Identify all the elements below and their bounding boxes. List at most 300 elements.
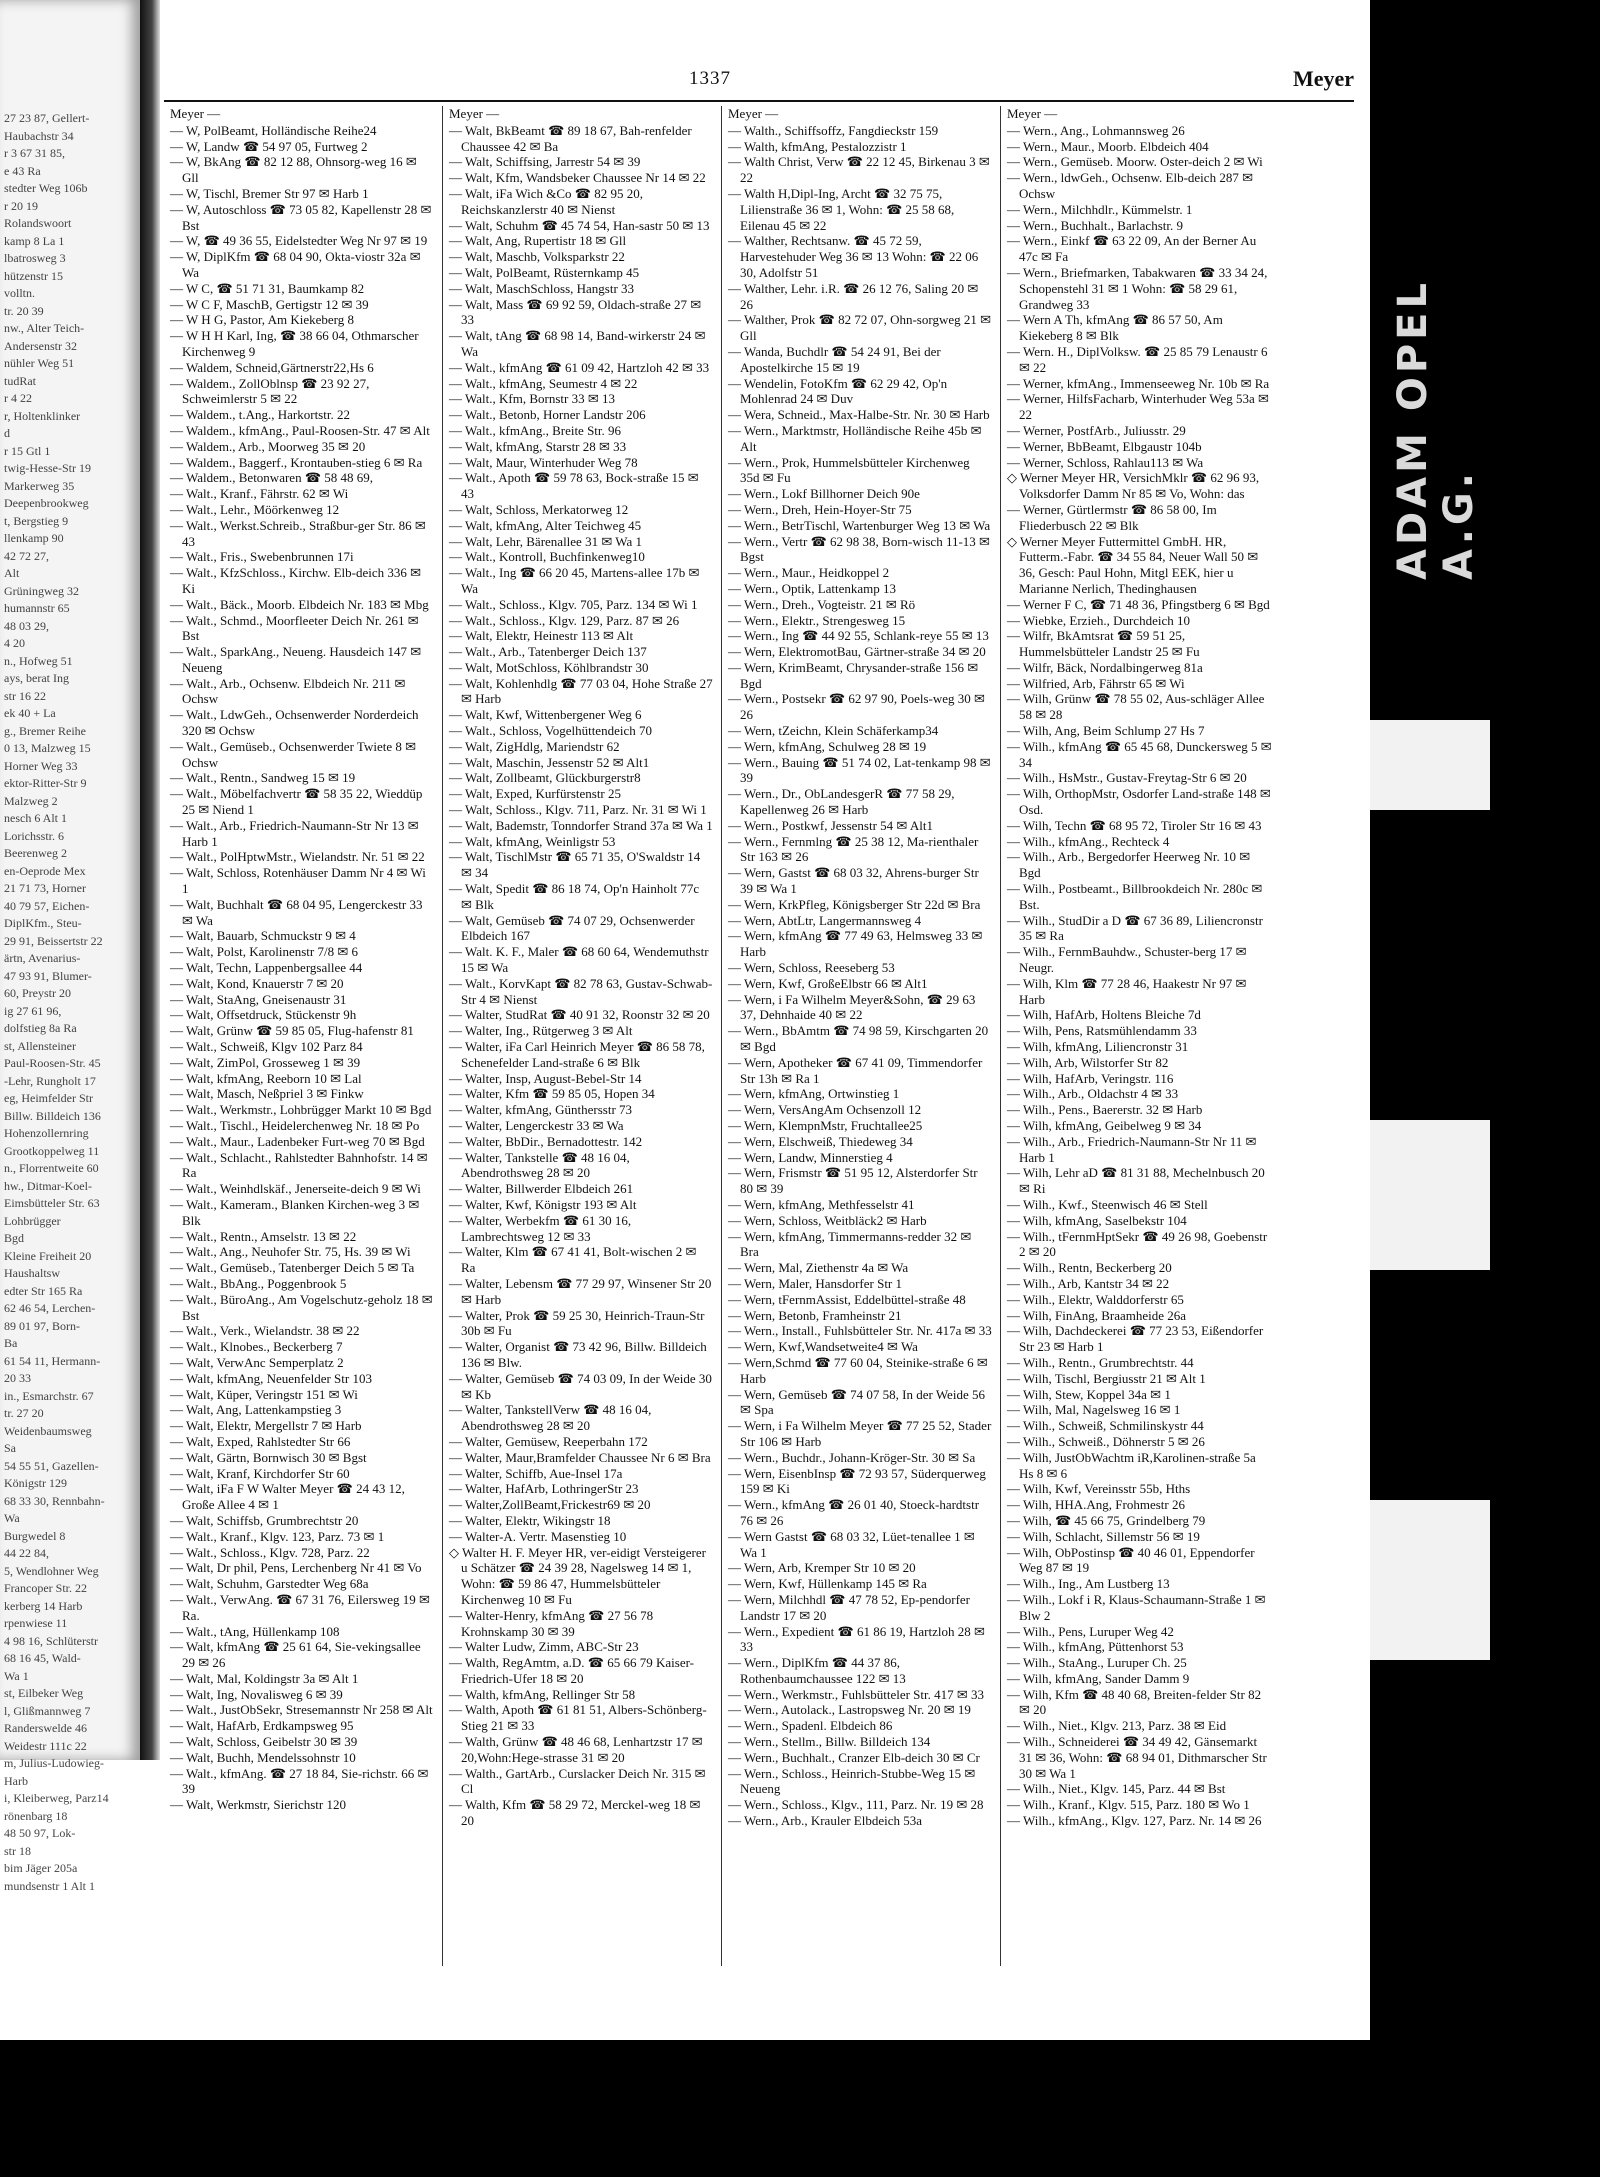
directory-entry: — Wilh, kfmAng, Sander Damm 9: [1007, 1670, 1190, 1686]
directory-entry: — Wern, Landw, Minnerstieg 4: [728, 1149, 893, 1165]
directory-entry: — Wern, Kwf,Wandsetweite4 ✉ Wa: [728, 1339, 918, 1355]
left-page-line: humannstr 65: [4, 601, 70, 615]
directory-entry: — Walt., Werkmstr., Lohbrügger Markt 10 ✉ Bgd: [170, 1102, 432, 1118]
left-page-line: Wa: [4, 1511, 20, 1525]
directory-entry: — Wern., Autolack., Lastropsweg Nr. 20 ✉ 19: [728, 1702, 971, 1718]
directory-entry: — Wilh, Pens, Ratsmühlendamm 33: [1007, 1023, 1197, 1039]
left-page-line: n., Florrentweite 60: [4, 1161, 99, 1175]
left-page-line: Eimsbütteler Str. 63: [4, 1196, 100, 1210]
directory-entry: — Walt, Schloss, Geibelstr 30 ✉ 39: [170, 1734, 358, 1750]
directory-entry: — Wilh, Techn ☎ 68 95 72, Tiroler Str 16 ✉ 43: [1007, 817, 1262, 833]
directory-entry: — Walt, Schiffsing, Jarrestr 54 ✉ 39: [449, 154, 641, 170]
directory-entry: — Walt., Apoth ☎ 59 78 63, Bock-straße 15 ✉ 43: [449, 470, 699, 502]
directory-entry: — Walter, Gemüseb ☎ 74 03 09, In der Weide 30 ✉ Kb: [449, 1370, 712, 1402]
directory-entry: — Walt, Masch, Neßpriel 3 ✉ Finkw: [170, 1086, 364, 1102]
directory-entry: — Wern., Maur., Heidkoppel 2: [728, 565, 890, 581]
directory-entry: — Walt., Kontroll, Buchfinkenweg10: [449, 549, 645, 565]
directory-entry: — Walt, Maur, Winterhuder Weg 78: [449, 454, 638, 470]
directory-entry: — Walter, Organist ☎ 73 42 96, Billw. Billdeich 136 ✉ Blw.: [449, 1339, 707, 1370]
directory-entry: — Walth, kfmAng, Rellinger Str 58: [449, 1686, 636, 1702]
left-page-line: twig-Hesse-Str 19: [4, 461, 91, 475]
entries: [449, 123, 713, 1829]
directory-entry: — Wilfr, Bäck, Nordalbingerweg 81a: [1007, 659, 1203, 675]
directory-entry: — Walther, Rechtsanw. ☎ 45 72 59, Harvestehuder Weg 36 ✉ 13 Wohn: ☎ 22 06 30, Adolfstr 51: [728, 233, 979, 280]
directory-entry: — Wilh, ObPostinsp ☎ 40 46 01, Eppendorfer Weg 87 ✉ 19: [1007, 1544, 1255, 1576]
directory-entry: — W, ☎ 49 36 55, Eidelstedter Weg Nr 97 ✉ 19: [170, 233, 428, 249]
directory-entry: — Walt, Ang, Lattenkampstieg 3: [170, 1402, 342, 1418]
directory-entry: — Wilh, Tischl, Bergiusstr 21 ✉ Alt 1: [1007, 1370, 1206, 1386]
directory-entry: — Walt., Lehr., Möörkenweg 12: [170, 501, 340, 517]
left-page-line: Bgd: [4, 1231, 25, 1245]
left-page-line: Deepenbrookweg: [4, 496, 89, 510]
directory-entry: — Walt., Kranf., Fährstr. 62 ✉ Wi: [170, 486, 349, 502]
directory-entry: — Wern., Buchhalt., Cranzer Elb-deich 30 ✉ Cr: [728, 1749, 980, 1765]
directory-entry: — Wern, Mal, Ziethenstr 4a ✉ Wa: [728, 1260, 909, 1276]
directory-entry: — Werner, kfmAng., Immenseeweg Nr. 10b ✉ Ra: [1007, 375, 1270, 391]
directory-entry: — Wern, i Fa Wilhelm Meyer ☎ 77 25 52, Stader Str 106 ✉ Harb: [728, 1418, 992, 1449]
running-head: Meyer: [1292, 66, 1354, 91]
left-page-line: nühler Weg 51: [4, 356, 75, 370]
directory-entry: — Wern., Einkf ☎ 63 22 09, An der Berner Au 47c ✉ Fa: [1007, 233, 1257, 265]
directory-entry: — Wilh., kfmAng ☎ 65 45 68, Dunckersweg 5 ✉ 34: [1007, 738, 1272, 770]
directory-entry: — Walter, Schiffb, Aue-Insel 17a: [449, 1465, 623, 1481]
directory-entry: — W C, ☎ 51 71 31, Baumkamp 82: [170, 280, 365, 296]
left-page-line: 40 79 57, Eichen-: [4, 898, 90, 913]
left-page-line: rönenbarg 18: [4, 1808, 68, 1823]
directory-entry: — Walth, Grünw ☎ 48 46 68, Lenhartzstr 17 ✉ 20,Wohn:Hege-strasse 31 ✉ 20: [449, 1734, 703, 1765]
left-page-line: st, Allensteiner: [4, 1038, 76, 1053]
left-page-line: 5, Wendlohner Weg: [4, 1563, 99, 1578]
directory-entry: — Walt., KorvKapt ☎ 82 78 63, Gustav-Schwab-Str 4 ✉ Nienst: [449, 975, 713, 1007]
directory-entry: — Wern., kfmAng ☎ 26 01 40, Stoeck-hardtstr 76 ✉ 26: [728, 1497, 980, 1528]
directory-entry: — Walt, kfmAng, Reeborn 10 ✉ Lal: [170, 1070, 362, 1086]
directory-entry: — W, Landw ☎ 54 97 05, Furtweg 2: [170, 138, 368, 154]
directory-entry: — Walt, Schloss., Klgv. 711, Parz. Nr. 31 ✉ Wi 1: [449, 802, 707, 818]
directory-entry: ◇ Walter H. F. Meyer HR, ver-eidigt Versteigerer u Schätzer ☎ 24 39 28, Nagelsweg 14 ✉ 1, Wohn: ☎ 59 86 47, Hummelsbütteler Kirchenweg 10 ✉ Fu: [449, 1544, 706, 1607]
directory-entry: — Walter, Tankstelle ☎ 48 16 04, Abendrothsweg 28 ✉ 20: [449, 1149, 630, 1181]
left-page-line: mundsenstr 1 Alt 1: [4, 1878, 96, 1893]
directory-entry: — Walt., Schloss., Klgv. 728, Parz. 22: [170, 1544, 370, 1560]
directory-entry: — Wilh., Schweiß., Döhnerstr 5 ✉ 26: [1007, 1433, 1205, 1449]
directory-entry: — Wern., Schloss., Klgv., 111, Parz. Nr. 19 ✉ 28: [728, 1797, 984, 1813]
directory-entry: — Wilh., Rentn, Beckerberg 20: [1007, 1260, 1172, 1276]
scan-bottom-edge: [0, 2040, 1600, 2177]
directory-entry: — Walt, MotSchloss, Köhlbrandstr 30: [449, 659, 649, 675]
directory-entry: — Wern., Maur., Moorb. Elbdeich 404: [1007, 138, 1209, 154]
directory-entry: — Walt, Kond, Knauerstr 7 ✉ 20: [170, 975, 344, 991]
left-page-line: Beerenweg 2: [4, 846, 67, 860]
directory-entry: — Waldem., ZollOblnsp ☎ 23 92 27, Schweimlerstr 5 ✉ 22: [170, 375, 370, 407]
left-page-line: en-Oeprode Mex: [4, 863, 86, 878]
listing-columns: [164, 106, 1354, 1966]
directory-entry: — Walt., Kameram., Blanken Kirchen-weg 3 ✉ Blk: [170, 1196, 420, 1228]
left-page-line: llenkamp 90: [4, 531, 64, 545]
left-page-line: 0 13, Malzweg 15: [4, 741, 91, 755]
directory-entry: — Wilh., Arb, Kantstr 34 ✉ 22: [1007, 1275, 1170, 1291]
directory-entry: — Wilh., Elektr, Walddorferstr 65: [1007, 1291, 1184, 1307]
left-page-line: Lorichsstr. 6: [4, 828, 64, 843]
directory-entry: — Walt., Schloss., Klgv. 129, Parz. 87 ✉ 26: [449, 612, 680, 628]
directory-entry: — Wern., Expedient ☎ 61 86 19, Hartzloh 28 ✉ 33: [728, 1623, 985, 1655]
directory-entry: — Wern., Prok, Hummelsbütteler Kirchenweg 35d ✉ Fu: [728, 454, 970, 486]
left-page-lines: [0, 0, 140, 1895]
directory-entry: — Walt., Kfm, Bornstr 33 ✉ 13: [449, 391, 615, 407]
directory-entry: — Walt, kfmAng, Alter Teichweg 45: [449, 517, 642, 533]
directory-entry: — Wern., Optik, Lattenkamp 13: [728, 580, 897, 596]
left-page-line: 62 46 54, Lerchen-: [4, 1301, 96, 1315]
left-page-line: Haushaltsw: [4, 1266, 60, 1280]
left-page-line: d: [4, 426, 10, 440]
directory-entry: — Walt, Kwf, Wittenbergener Weg 6: [449, 707, 642, 723]
entries: [170, 123, 434, 1813]
directory-entry: — Wilh, kfmAng, Liliencronstr 31: [1007, 1039, 1189, 1055]
directory-entry: — Wern., Postsekr ☎ 62 97 90, Poels-weg 30 ✉ 26: [728, 691, 985, 723]
directory-entry: — Wern., Spadenl. Elbdeich 86: [728, 1718, 893, 1734]
directory-entry: — W, Autoschloss ☎ 73 05 82, Kapellenstr 28 ✉ Bst: [170, 201, 432, 233]
left-page-line: st, Eilbeker Weg: [4, 1686, 84, 1700]
left-page-line: r 15 Gtl 1: [4, 443, 51, 458]
directory-entry: — Wern. H., DiplVolksw. ☎ 25 85 79 Lenaustr 6 ✉ 22: [1007, 343, 1268, 375]
directory-entry: — Wilh., Pens., Baererstr. 32 ✉ Harb: [1007, 1102, 1203, 1118]
left-page-line: dolfstieg 8a Ra: [4, 1021, 77, 1035]
directory-entry: — Walt, Küper, Veringstr 151 ✉ Wi: [170, 1386, 358, 1402]
directory-entry: — Walter, Gemüsew, Reeperbahn 172: [449, 1433, 648, 1449]
directory-entry: — Wern., BetrTischl, Wartenburger Weg 13 ✉ Wa: [728, 517, 991, 533]
directory-entry: — Wilh., Arb., Friedrich-Naumann-Str Nr 11 ✉ Harb 1: [1007, 1133, 1257, 1165]
left-page-line: Paul-Roosen-Str. 45: [4, 1056, 101, 1070]
directory-entry: — Walt, Kohlenhdlg ☎ 77 03 04, Hohe Straße 27 ✉ Harb: [449, 675, 713, 707]
directory-entry: — Wilh, Kwf, Vereinsstr 55b, Hths: [1007, 1481, 1191, 1497]
left-page-line: nesch 6 Alt 1: [4, 811, 67, 825]
directory-entry: — Wern., Milchhdlr., Kümmelstr. 1: [1007, 201, 1193, 217]
directory-entry: — Wern., DiplKfm ☎ 44 37 86, Rothenbaumchaussee 122 ✉ 13: [728, 1655, 906, 1686]
directory-entry: — Werner, BbBeamt, Elbgaustr 104b: [1007, 438, 1202, 454]
directory-entry: — Wern., Lokf Billhorner Deich 90e: [728, 486, 920, 502]
directory-entry: — Wilh., Niet., Klgv. 213, Parz. 38 ✉ Eid: [1007, 1718, 1227, 1734]
directory-entry: — Walt., KfzSchloss., Kirchw. Elb-deich 336 ✉ Ki: [170, 565, 422, 596]
directory-entry: — Walt., BüroAng., Am Vogelschutz-geholz 18 ✉ Bst: [170, 1291, 433, 1323]
directory-entry: — Wilh, Ang, Beim Schlump 27 Hs 7: [1007, 723, 1205, 739]
left-page-line: Burgwedel 8: [4, 1528, 66, 1543]
left-page-line: bim Jäger 205a: [4, 1861, 78, 1875]
directory-entry: — Wilh., FernmBauhdw., Schuster-berg 17 ✉ Neugr.: [1007, 944, 1247, 976]
directory-entry: — Walt, HafArb, Erdkampsweg 95: [170, 1718, 354, 1734]
directory-entry: — Walter, Lebensm ☎ 77 29 97, Winsener Str 20 ✉ Harb: [449, 1275, 712, 1307]
directory-entry: — Walth., Schiffsoffz, Fangdieckstr 159: [728, 122, 939, 138]
directory-entry: — Wern., Dr., ObLandesgerR ☎ 77 58 29, Kapellenweg 26 ✉ Harb: [728, 786, 955, 818]
directory-entry: — Wern., Arb., Krauler Elbdeich 53a: [728, 1813, 923, 1829]
directory-entry: — Walter, Kwf, Königstr 193 ✉ Alt: [449, 1196, 637, 1212]
listing-column-2: [443, 106, 722, 1966]
directory-entry: — Walt., Rentn., Sandweg 15 ✉ 19: [170, 770, 356, 786]
directory-entry: — Wern., Install., Fuhlsbütteler Str. Nr. 417a ✉ 33: [728, 1323, 992, 1339]
edge-band: [1370, 1500, 1490, 1660]
directory-entry: — Wilh., Arb., Bergedorfer Heerweg Nr. 10 ✉ Bgd: [1007, 849, 1251, 881]
directory-entry: — Walt., Weinhdlskäf., Jenerseite-deich 9 ✉ Wi: [170, 1181, 421, 1197]
directory-entry: — Wern, kfmAng, Ortwinstieg 1: [728, 1086, 900, 1102]
directory-entry: — Walt., SparkAng., Neueng. Hausdeich 147 ✉ Neueng: [170, 644, 422, 675]
directory-entry: — Walther, Prok ☎ 82 72 07, Ohn-sorgweg 21 ✉ Gll: [728, 312, 991, 344]
directory-entry: — Wern, kfmAng, Timmermanns-redder 32 ✉ Bra: [728, 1228, 972, 1260]
directory-entry: — Wilh, Mal, Nagelsweg 16 ✉ 1: [1007, 1402, 1181, 1418]
directory-entry: — Walth H,Dipl-Ing, Archt ☎ 32 75 75, Lilienstraße 36 ✉ 1, Wohn: ☎ 25 58 68, Eilenau 45 ✉ 22: [728, 185, 955, 233]
directory-entry: — Walt., Gemüseb., Ochsenwerder Twiete 8 ✉ Ochsw: [170, 738, 417, 770]
directory-entry: — Walter, TankstellVerw ☎ 48 16 04, Abendrothsweg 28 ✉ 20: [449, 1402, 652, 1434]
left-page-line: Harb: [4, 1773, 28, 1788]
directory-entry: — Wilh, JustObWachtm iR,Karolinen-straße 5a Hs 8 ✉ 6: [1007, 1449, 1256, 1481]
directory-entry: — Wilh., Pens, Luruper Weg 42: [1007, 1623, 1174, 1639]
directory-entry: — Wilh., Schweiß, Schmilinskystr 44: [1007, 1418, 1204, 1434]
left-page-line: Andersenstr 32: [4, 338, 77, 353]
directory-entry: — Wendelin, FotoKfm ☎ 62 29 42, Op'n Mohlenrad 24 ✉ Duv: [728, 375, 948, 407]
directory-entry: — Wern, kfmAng, Schulweg 28 ✉ 19: [728, 738, 927, 754]
directory-entry: — Wern, Kwf, GroßeElbstr 66 ✉ Alt1: [728, 975, 928, 991]
left-page-line: 60, Preystr 20: [4, 986, 71, 1000]
left-page-line: tr. 27 20: [4, 1406, 44, 1420]
directory-entry: — Walt, Buchhalt ☎ 68 04 95, Lengerckestr 33 ✉ Wa: [170, 896, 423, 928]
left-page-line: i, Kleiberweg, Parz14: [4, 1791, 109, 1805]
left-page-line: ek 40 + La: [4, 706, 56, 720]
left-page-line: 54 55 51, Gazellen-: [4, 1458, 99, 1473]
directory-entry: — Walth, Apoth ☎ 61 81 51, Albers-Schönberg-Stieg 21 ✉ 33: [449, 1702, 707, 1734]
directory-entry: — Walt., Kranf., Klgv. 123, Parz. 73 ✉ 1: [170, 1528, 385, 1544]
directory-entry: — W, Tischl, Bremer Str 97 ✉ Harb 1: [170, 185, 369, 201]
directory-entry: — Walt., Ing ☎ 66 20 45, Martens-allee 17b ✉ Wa: [449, 565, 700, 596]
directory-entry: — Wern, Betonb, Framheinstr 21: [728, 1307, 902, 1323]
directory-entry: — Walt, Schiffsb, Grumbrechtstr 20: [170, 1512, 359, 1528]
directory-entry: — Wern, KrimBeamt, Chrysander-straße 156 ✉ Bgd: [728, 659, 979, 691]
directory-entry: — Walt, Dr phil, Pens, Lerchenberg Nr 41 ✉ Vo: [170, 1560, 422, 1576]
left-page-line: Francoper Str. 22: [4, 1581, 87, 1595]
directory-entry: — Walth, kfmAng, Pestalozzistr 1: [728, 138, 907, 154]
left-page-line: 44 22 84,: [4, 1546, 49, 1560]
left-page-line: g., Bremer Reihe: [4, 723, 86, 738]
directory-entry: — Walt, Elektr, Mergellstr 7 ✉ Harb: [170, 1418, 362, 1434]
directory-entry: — Walt., Betonb, Horner Landstr 206: [449, 407, 646, 423]
directory-entry: — Wilh, OrthopMstr, Osdorfer Land-straße 148 ✉ Osd.: [1007, 786, 1271, 818]
directory-entry: — W, BkAng ☎ 82 12 88, Ohnsorg-weg 16 ✉ Gll: [170, 154, 417, 186]
directory-entry: — Wern, EisenbInsp ☎ 72 93 57, Süderquerweg 159 ✉ Ki: [728, 1465, 986, 1497]
directory-entry: — Wern., Dreh, Hein-Hoyer-Str 75: [728, 501, 912, 517]
directory-entry: — Walter, Maur,Bramfelder Chaussee Nr 6 ✉ Bra: [449, 1449, 711, 1465]
left-page-line: Grüningweg 32: [4, 583, 79, 598]
directory-entry: — Wern., Ang., Lohmannsweg 26: [1007, 122, 1185, 138]
directory-entry: — Wilh, Grünw ☎ 78 55 02, Aus-schläger Allee 58 ✉ 28: [1007, 691, 1265, 723]
directory-entry: — Waldem., kfmAng., Paul-Roosen-Str. 47 ✉ Alt: [170, 422, 430, 438]
directory-entry: — Wern., Bauing ☎ 51 74 02, Lat-tenkamp 98 ✉ 39: [728, 754, 991, 786]
directory-entry: — Wilh, HafArb, Veringstr. 116: [1007, 1070, 1174, 1086]
directory-entry: — Walt., kfmAng ☎ 61 09 42, Hartzloh 42 ✉ 33: [449, 359, 710, 375]
directory-entry: — Walt, Lehr, Bärenallee 31 ✉ Wa 1: [449, 533, 642, 549]
directory-entry: — Walt., LdwGeh., Ochsenwerder Norderdeich 320 ✉ Ochsw: [170, 707, 419, 739]
listing-column-4: [1001, 106, 1280, 1966]
directory-entry: — Walter-Henry, kfmAng ☎ 27 56 78 Krohnskamp 30 ✉ 39: [449, 1607, 654, 1639]
left-page-line: Horner Weg 33: [4, 758, 78, 773]
directory-entry: — Waldem., Betonwaren ☎ 58 48 69,: [170, 470, 374, 486]
directory-entry: — Walter-A. Vertr. Masenstieg 10: [449, 1528, 627, 1544]
directory-entry: — Wiebke, Erzieh., Durchdeich 10: [1007, 612, 1190, 628]
left-page-line: Ba: [4, 1336, 18, 1350]
directory-entry: — Wern., Werkmstr., Fuhlsbütteler Str. 417 ✉ 33: [728, 1686, 985, 1702]
directory-entry: — Wern, kfmAng, Methfesselstr 41: [728, 1196, 915, 1212]
left-page-line: 21 71 73, Horner: [4, 881, 86, 895]
directory-entry: — Wern, Frismstr ☎ 51 95 12, Alsterdorfer Str 80 ✉ 39: [728, 1165, 978, 1197]
header-rule: [164, 100, 1354, 102]
directory-entry: — Walt, ZimPol, Grosseweg 1 ✉ 39: [170, 1054, 361, 1070]
left-page-line: 42 72 27,: [4, 548, 49, 563]
directory-entry: — Walth, RegAmtm, a.D. ☎ 65 66 79 Kaiser-Friedrich-Ufer 18 ✉ 20: [449, 1655, 695, 1686]
directory-entry: — Walt., Möbelfachvertr ☎ 58 35 22, Wieddüp 25 ✉ Niend 1: [170, 786, 423, 818]
directory-entry: — Wern, Apotheker ☎ 67 41 09, Timmendorfer Str 13h ✉ Ra 1: [728, 1054, 983, 1086]
directory-entry: — Walt, tAng ☎ 68 98 14, Band-wirkerstr 24 ✉ Wa: [449, 328, 706, 359]
directory-entry: — Wern, VersAngAm Ochsenzoll 12: [728, 1102, 922, 1118]
directory-entry: — Walter, Lengerckestr 33 ✉ Wa: [449, 1118, 624, 1133]
directory-entry: — Walter, Kfm ☎ 59 85 05, Hopen 34: [449, 1086, 655, 1102]
directory-entry: — Wern., BbAmtm ☎ 74 98 59, Kirschgarten 20 ✉ Bgd: [728, 1023, 989, 1055]
directory-entry: — Wern, Maler, Hansdorfer Str 1: [728, 1275, 903, 1291]
directory-entry: — Wilh, kfmAng, Saselbekstr 104: [1007, 1212, 1187, 1228]
directory-entry: — Wern,Schmd ☎ 77 60 04, Steinike-straße 6 ✉ Harb: [728, 1354, 988, 1386]
directory-entry: — Wern Gastst ☎ 68 03 32, Lüet-tenallee 1 ✉ Wa 1: [728, 1528, 975, 1560]
directory-entry: — Walt, Werkmstr, Sierichstr 120: [170, 1797, 346, 1813]
directory-entry: — Walt, MaschSchloss, Hangstr 33: [449, 280, 635, 296]
directory-entry: — Walt. K. F., Maler ☎ 68 60 64, Wendemuthstr 15 ✉ Wa: [449, 944, 709, 976]
directory-entry: — Walt., PolHptwMstr., Wielandstr. Nr. 51 ✉ 22: [170, 849, 425, 865]
page-number: 1337: [689, 68, 731, 89]
page-header: [160, 64, 1370, 94]
directory-entry: — Walt., Schlacht., Rahlstedter Bahnhofstr. 14 ✉ Ra: [170, 1149, 428, 1181]
directory-entry: — Wern, i Fa Wilhelm Meyer&Sohn, ☎ 29 63 37, Dehnhaide 40 ✉ 22: [728, 991, 976, 1023]
directory-entry: — W, DiplKfm ☎ 68 04 90, Okta-viostr 32a ✉ Wa: [170, 249, 421, 280]
directory-entry: — Werner, PostfArb., Juliusstr. 29: [1007, 422, 1186, 438]
directory-entry: — Walt., Schmd., Moorfleeter Deich Nr. 261 ✉ Bst: [170, 612, 419, 644]
directory-entry: — Wern, Kwf, Hüllenkamp 145 ✉ Ra: [728, 1576, 927, 1592]
directory-entry: — Walt, Schuhm, Garstedter Weg 68a: [170, 1576, 369, 1592]
left-page-line: Billw. Billdeich 136: [4, 1108, 101, 1123]
directory-entry: — Walt, Bademstr, Tonndorfer Strand 37a ✉ Wa 1: [449, 817, 713, 833]
directory-entry: — Walt, Gemüseb ☎ 74 07 29, Ochsenwerder Elbdeich 167: [449, 912, 695, 944]
directory-entry: — Walt., Schweiß, Klgv 102 Parz 84: [170, 1039, 363, 1055]
directory-entry: — Wilh, Stew, Koppel 34a ✉ 1: [1007, 1386, 1171, 1402]
directory-page: [160, 0, 1370, 2040]
left-page-line: ektor-Ritter-Str 9: [4, 776, 87, 790]
column-head: Meyer —: [170, 106, 221, 121]
left-page-line: tr. 20 39: [4, 303, 44, 318]
directory-entry: — Walt., Bäck., Moorb. Elbdeich Nr. 183 ✉ Mbg: [170, 596, 429, 612]
directory-entry: — Wilh., Niet., Klgv. 145, Parz. 44 ✉ Bst: [1007, 1781, 1226, 1797]
left-page-line: 4 20: [4, 636, 25, 650]
directory-entry: — W H G, Pastor, Am Kiekeberg 8: [170, 312, 354, 328]
left-page-line: ays, berat Ing: [4, 671, 69, 685]
directory-entry: — Walt, VerwAnc Semperplatz 2: [170, 1354, 344, 1370]
directory-entry: — Wern, Gastst ☎ 68 03 32, Ahrens-burger Str 39 ✉ Wa 1: [728, 865, 979, 897]
directory-entry: — Walt, StaAng, Gneisenaustr 31: [170, 991, 347, 1007]
directory-entry: — Walt, Ing, Novalisweg 6 ✉ 39: [170, 1686, 343, 1702]
directory-entry: — Walt, Techn, Lappenbergsallee 44: [170, 960, 363, 976]
directory-entry: — Walt, Polst, Karolinenstr 7/8 ✉ 6: [170, 944, 358, 960]
directory-entry: — Walt, Buchh, Mendelssohnstr 10: [170, 1749, 356, 1765]
directory-entry: — Wern, KlempnMstr, Fruchtallee25: [728, 1118, 923, 1133]
directory-entry: — Wern., Gemüseb. Moorw. Oster-deich 2 ✉ Wi: [1007, 154, 1263, 170]
left-page-line: Weidenbaumsweg: [4, 1423, 92, 1438]
directory-entry: — Walt., Klnobes., Beckerberg 7: [170, 1339, 343, 1355]
directory-entry: — W C F, MaschB, Gertigstr 12 ✉ 39: [170, 296, 369, 312]
directory-entry: — Walt, Ang, Rupertistr 18 ✉ Gll: [449, 233, 627, 249]
directory-entry: — Wern, Arb, Kremper Str 10 ✉ 20: [728, 1560, 916, 1576]
directory-entry: — Walt., BbAng., Poggenbrook 5: [170, 1275, 347, 1291]
directory-entry: — Walther, Lehr. i.R. ☎ 26 12 76, Saling 20 ✉ 26: [728, 280, 979, 312]
directory-entry: — Walth, Kfm ☎ 58 29 72, Merckel-weg 18 ✉ 20: [449, 1797, 701, 1829]
column-head: Meyer —: [1007, 106, 1058, 121]
directory-entry: — Walt, Mass ☎ 69 92 59, Oldach-straße 27 ✉ 33: [449, 296, 702, 328]
directory-entry: — Walt, Maschin, Jessenstr 52 ✉ Alt1: [449, 754, 650, 770]
directory-entry: — Walt, BkBeamt ☎ 89 18 67, Bah-renfelder Chaussee 42 ✉ Ba: [449, 122, 692, 154]
directory-entry: — Walt, PolBeamt, Rüsternkamp 45: [449, 264, 640, 280]
directory-entry: — Walt., Verk., Wielandstr. 38 ✉ 22: [170, 1323, 360, 1339]
directory-entry: — Wern, Schloss, Reeseberg 53: [728, 960, 895, 976]
directory-entry: — Walt., Arb., Ochsenw. Elbdeich Nr. 211 ✉ Ochsw: [170, 675, 406, 707]
directory-entry: — Walter, Billwerder Elbdeich 261: [449, 1181, 634, 1197]
directory-entry: — Wern A Th, kfmAng ☎ 86 57 50, Am Kiekeberg 8 ✉ Blk: [1007, 312, 1223, 344]
left-page-line: nw., Alter Teich-: [4, 321, 85, 335]
directory-entry: — Walt, Spedit ☎ 86 18 74, Op'n Hainholt 77c ✉ Blk: [449, 881, 700, 912]
directory-entry: — Walter, BbDir., Bernadottestr. 142: [449, 1133, 643, 1149]
left-page-line: r 20 19: [4, 198, 38, 213]
directory-entry: — Wilh., Schneiderei ☎ 34 49 42, Gänsemarkt 31 ✉ 36, Wohn: ☎ 68 94 01, Dithmarscher Str 30 ✉ Wa 1: [1007, 1734, 1267, 1781]
directory-entry: — Wilh, Schlacht, Sillemstr 56 ✉ 19: [1007, 1528, 1200, 1544]
directory-entry: — Wera, Schneid., Max-Halbe-Str. Nr. 30 ✉ Harb: [728, 407, 990, 423]
left-page-line: edter Str 165 Ra: [4, 1283, 83, 1298]
directory-entry: — Walt, iFa Wich &Co ☎ 82 95 20, Reichskanzlerstr 40 ✉ Nienst: [449, 185, 643, 217]
directory-entry: — Wilh, ☎ 45 66 75, Grindelberg 79: [1007, 1512, 1206, 1528]
directory-entry: — Walt, Offsetdruck, Stückenstr 9h: [170, 1007, 357, 1023]
directory-entry: — Walt, kfmAng, Neuenfelder Str 103: [170, 1370, 372, 1386]
left-page-line: -Lehr, Rungholt 17: [4, 1073, 96, 1088]
directory-entry: — Wern, Elschweiß, Thiedeweg 34: [728, 1133, 913, 1149]
directory-entry: — Waldem., Arb., Moorweg 35 ✉ 20: [170, 438, 366, 454]
directory-entry: — Wilh., Lokf i R, Klaus-Schaumann-Straße 1 ✉ Blw 2: [1007, 1591, 1266, 1623]
directory-entry: ◇ Werner Meyer HR, VersichMklr ☎ 62 96 93, Volksdorfer Damm Nr 85 ✉ Vo, Wohn: das: [1007, 470, 1260, 502]
left-page-line: Lohbrügger: [4, 1213, 61, 1228]
left-page-line: n., Hofweg 51: [4, 653, 73, 668]
directory-entry: — Wilh., kfmAng, Püttenhorst 53: [1007, 1639, 1184, 1655]
directory-entry: — Walter, kfmAng, Günthersstr 73: [449, 1102, 633, 1118]
entries: [728, 123, 992, 1829]
directory-entry: — Walter, Werbekfm ☎ 61 30 16, Lambrechtsweg 12 ✉ 33: [449, 1212, 632, 1244]
directory-entry: — Walt., Werkst.Schreib., Straßbur-ger Str. 86 ✉ 43: [170, 517, 426, 549]
left-page-line: 61 54 11, Hermann-: [4, 1353, 101, 1368]
left-page-line: 4 98 16, Schlüterstr: [4, 1633, 98, 1648]
directory-entry: — Walt, iFa F W Walter Meyer ☎ 24 43 12, Große Allee 4 ✉ 1: [170, 1481, 405, 1513]
directory-entry: — Walt, Exped, Kurfürstenstr 25: [449, 786, 622, 802]
directory-entry: — Wern., Buchdr., Johann-Kröger-Str. 30 ✉ Sa: [728, 1449, 976, 1465]
directory-entry: — Walter, Prok ☎ 59 25 30, Heinrich-Traun-Str 30b ✉ Fu: [449, 1307, 705, 1339]
left-page-line: hützenstr 15: [4, 268, 63, 283]
left-page-line: ärtn, Avenarius-: [4, 951, 81, 965]
left-page-line: kamp 8 La 1: [4, 233, 65, 248]
entries: [1007, 123, 1272, 1829]
directory-entry: — Walt, Schloss, Rotenhäuser Damm Nr 4 ✉ Wi 1: [170, 865, 426, 897]
directory-entry: — Wern., Vertr ☎ 62 98 38, Born-wisch 11-13 ✉ Bgst: [728, 533, 990, 565]
left-page-line: Alt: [4, 566, 20, 580]
directory-entry: — Walter, HafArb, LothringerStr 23: [449, 1481, 639, 1497]
directory-entry: — Waldem, Schneid,Gärtnerstr22,Hs 6: [170, 359, 374, 375]
directory-entry: — Walt, Schuhm ☎ 45 74 54, Han-sastr 50 ✉ 13: [449, 217, 710, 233]
left-page-line: 27 23 87, Gellert-: [4, 111, 90, 125]
directory-entry: — Wilh., Ing., Am Lustberg 13: [1007, 1576, 1170, 1592]
directory-entry: — Waldem., t.Ang., Harkortstr. 22: [170, 407, 350, 423]
directory-entry: — Walt, TischlMstr ☎ 65 71 35, O'Swaldstr 14 ✉ 34: [449, 849, 701, 881]
